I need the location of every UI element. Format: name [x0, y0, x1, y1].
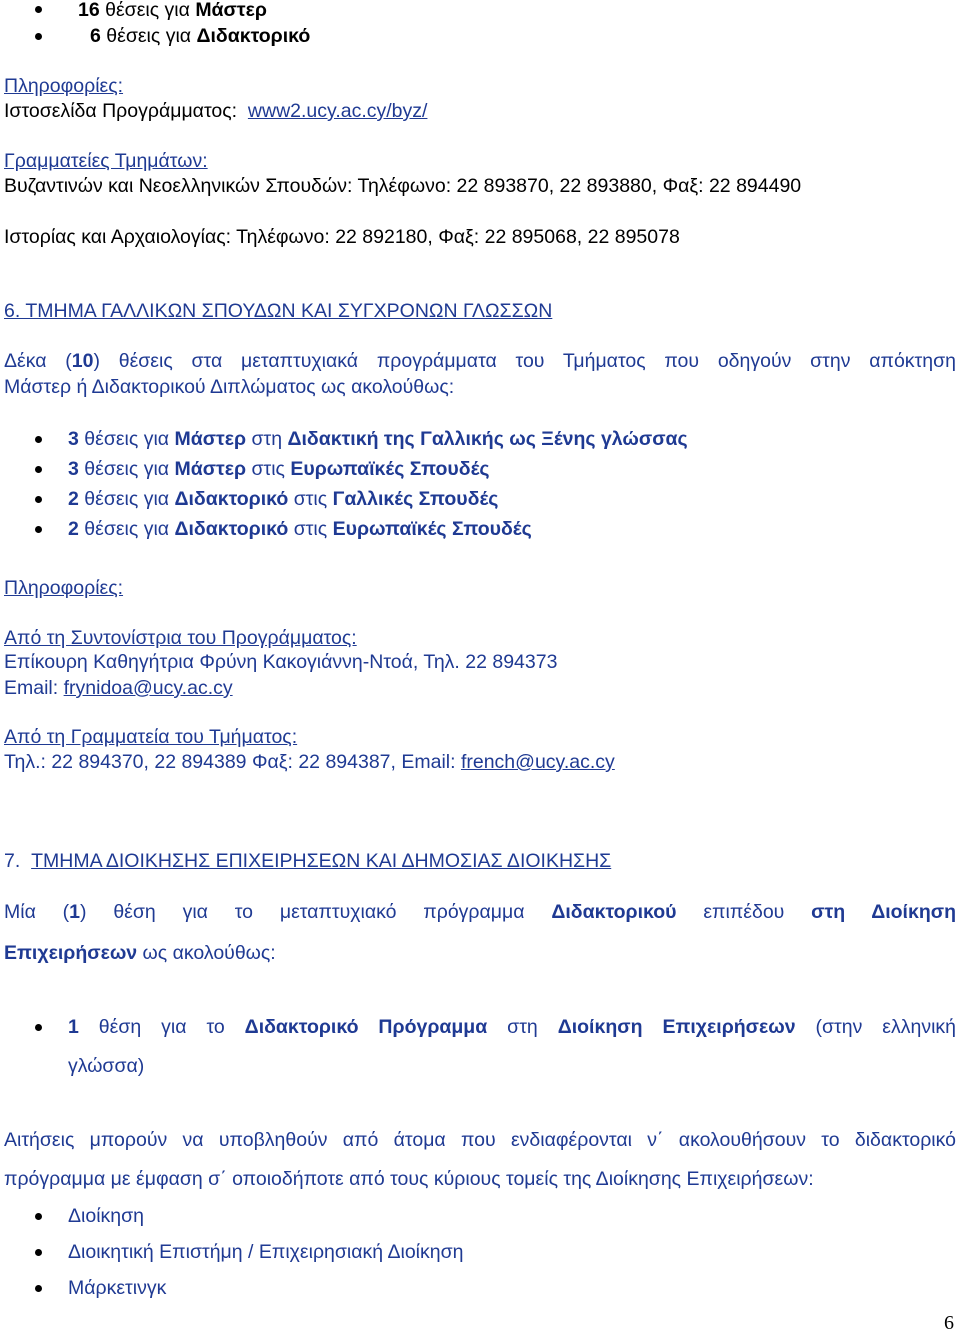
section-6-intro: Δέκα (10) θέσεις στα μεταπτυχιακά προγράμματα του Τμήματος που οδηγούν στην απόκτηση: [4, 350, 956, 372]
bullet: [35, 6, 42, 13]
list-item: 3 θέσεις για Μάστερ στη Διδακτική της Γαλλικής ως Ξένης γλώσσας: [68, 428, 688, 450]
secretariat-heading: Από τη Γραμματεία του Τμήματος:: [4, 726, 298, 748]
section-7-heading: 7. ΤΜΗΜΑ ΔΙΟΙΚΗΣΗΣ ΕΠΙΧΕΙΡΗΣΕΩΝ ΚΑΙ ΔΗΜΟΣΙΑΣ ΔΙΟΙΚΗΣΗΣ: [4, 850, 612, 872]
list-item: Διοικητική Επιστήμη / Επιχειρησιακή Διοίκηση: [68, 1241, 464, 1263]
coordinator-email-link[interactable]: frynidoa@ucy.ac.cy: [63, 677, 233, 699]
section-7-paragraph-line-1: Μία (1) θέση για το μεταπτυχιακό πρόγραμμα Διδακτορικού επιπέδου στη Διοίκηση: [4, 901, 956, 923]
bullet: [35, 466, 42, 473]
section-7-paragraph-line-2: Επιχειρήσεων ως ακολούθως:: [4, 942, 276, 964]
coordinator-heading: Από τη Συντονίστρια του Προγράμματος:: [4, 627, 357, 649]
section-7-paragraph-2-line-2: πρόγραμμα με έμφαση σ΄ οποιοδήποτε από τους κύριους τομείς της Διοίκησης Επιχειρήσεων:: [4, 1168, 814, 1190]
bullet: [35, 1285, 42, 1292]
list-item: Μάρκετινγκ: [68, 1277, 167, 1299]
section-6-info-heading: Πληροφορίες:: [4, 577, 124, 599]
list-item: 2 θέσεις για Διδακτορικό στις Γαλλικές Σπουδές: [68, 488, 499, 510]
secretariat-line: Τηλ.: 22 894370, 22 894389 Φαξ: 22 894387, Email: french@ucy.ac.cy: [4, 751, 615, 773]
secretariats-heading: Γραμματείες Τμημάτων:: [4, 150, 208, 172]
byz-contact: Βυζαντινών και Νεοελληνικών Σπουδών: Τηλέφωνο: 22 893870, 22 893880, Φαξ: 22 894490: [4, 175, 802, 197]
bullet: [35, 496, 42, 503]
info-heading: Πληροφορίες:: [4, 75, 124, 97]
bullet: [35, 33, 42, 40]
website-link[interactable]: www2.ucy.ac.cy/byz/: [247, 100, 428, 122]
hist-contact: Ιστορίας και Αρχαιολογίας: Τηλέφωνο: 22 892180, Φαξ: 22 895068, 22 895078: [4, 226, 680, 248]
list-item: 2 θέσεις για Διδακτορικό στις Ευρωπαϊκές Σπουδές: [68, 518, 532, 540]
section-6-heading: 6. ΤΜΗΜΑ ΓΑΛΛΙΚΩΝ ΣΠΟΥΔΩΝ ΚΑΙ ΣΥΓΧΡΟΝΩΝ ΓΛΩΣΣΩΝ: [4, 300, 553, 322]
list-item: 6 θέσεις για Διδακτορικό: [90, 25, 311, 47]
list-item: 16 θέσεις για Μάστερ: [78, 0, 267, 21]
website-line: Ιστοσελίδα Προγράμματος: www2.ucy.ac.cy/byz/: [4, 100, 428, 122]
list-item-continuation: γλώσσα): [68, 1055, 145, 1077]
list-item: Διοίκηση: [68, 1205, 145, 1227]
bullet: [35, 1213, 42, 1220]
page-number: 6: [944, 1312, 954, 1334]
list-item: 1 θέση για το Διδακτορικό Πρόγραμμα στη Διοίκηση Επιχειρήσεων (στην ελληνική: [68, 1016, 957, 1038]
coordinator-line: Επίκουρη Καθηγήτρια Φρύνη Κακογιάννη-Ντοά, Τηλ. 22 894373: [4, 651, 558, 673]
coordinator-email-line: Email: frynidoa@ucy.ac.cy: [4, 677, 233, 699]
bullet: [35, 1024, 42, 1031]
bullet: [35, 436, 42, 443]
secretariat-email-link[interactable]: french@ucy.ac.cy: [460, 751, 615, 773]
list-item: 3 θέσεις για Μάστερ στις Ευρωπαϊκές Σπουδές: [68, 458, 490, 480]
bullet: [35, 1249, 42, 1256]
section-7-paragraph-2-line-1: Αιτήσεις μπορούν να υποβληθούν από άτομα που ενδιαφέρονται ν΄ ακολουθήσουν το διδακτορικό: [4, 1129, 956, 1151]
bullet: [35, 526, 42, 533]
section-6-intro-2: Μάστερ ή Διδακτορικού Διπλώματος ως ακολούθως:: [4, 376, 455, 398]
